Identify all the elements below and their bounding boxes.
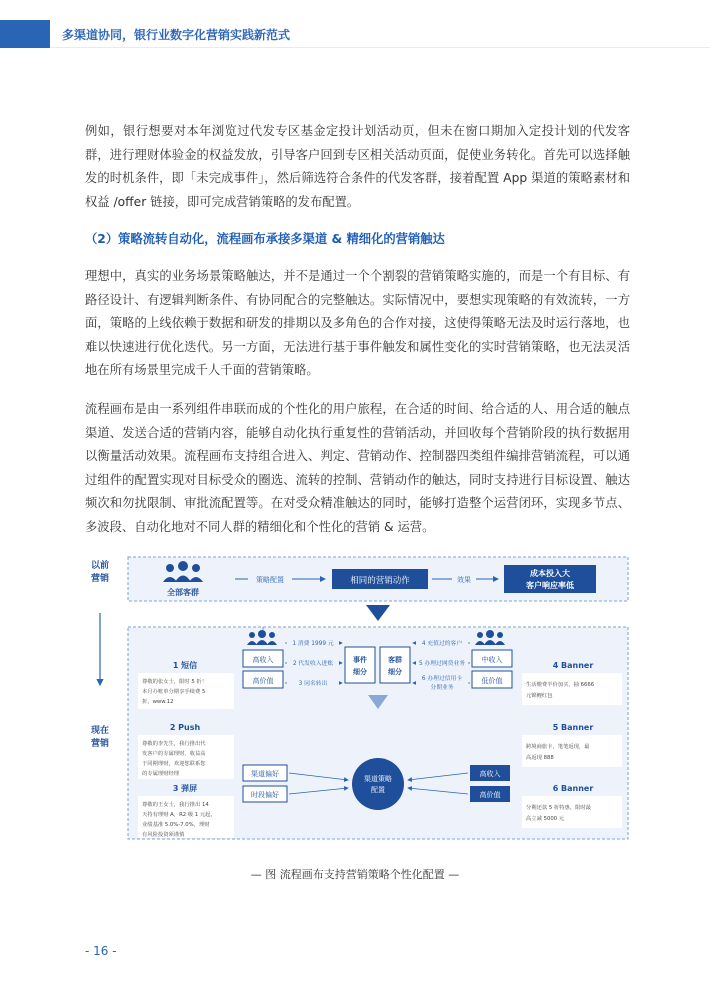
svg-text:发客户的专属理财，收益高: 发客户的专属理财，收益高 — [142, 751, 206, 757]
header-divider — [50, 47, 710, 48]
svg-text:尊敬的李先生，我行推出代: 尊敬的李先生，我行推出代 — [142, 741, 206, 747]
svg-text:元锦鲤红包: 元锦鲤红包 — [526, 693, 553, 699]
page-number: - 16 - — [85, 944, 117, 958]
mid-income-label: 中收入 — [481, 656, 503, 664]
time-pref-label: 时段偏好 — [251, 791, 279, 799]
high-value-label-2: 高价值 — [479, 791, 501, 799]
svg-text:客群: 客群 — [388, 656, 402, 664]
event-5: 5 办理过网贷业务 — [418, 661, 466, 667]
event-6b: 分期业务 — [430, 685, 454, 691]
high-income-label-2: 高收入 — [479, 770, 501, 778]
svg-text:4 Banner: 4 Banner — [552, 661, 594, 670]
svg-text:业绩基准 5.0%-7.0%，理财: 业绩基准 5.0%-7.0%，理财 — [142, 822, 210, 828]
people-icon-right — [475, 630, 505, 645]
svg-text:分期还款 5 折特惠，限时最: 分期还款 5 折特惠，限时最 — [526, 805, 592, 811]
svg-text:尊敬的张女士，限时 5 折！: 尊敬的张女士，限时 5 折！ — [142, 679, 208, 685]
label-before-1: 以前 — [90, 561, 110, 571]
result-line-1: 成本投入大 — [530, 569, 570, 578]
svg-text:3 弹屏: 3 弹屏 — [172, 784, 198, 793]
result-line-2: 客户响应率低 — [526, 581, 574, 590]
svg-text:于同期理财，欢迎您联系您: 于同期理财，欢迎您联系您 — [142, 761, 206, 767]
header-title: 多渠道协同，银行业数字化营销实践新范式 — [62, 28, 291, 42]
label-now-2: 营销 — [90, 739, 110, 749]
channel-pref-label: 渠道偏好 — [251, 770, 279, 778]
svg-text:生活缴费半价加买，抽 6666: 生活缴费半价加买，抽 6666 — [526, 682, 595, 688]
all-customers-label: 全部客群 — [167, 588, 199, 597]
center-line-2: 配置 — [371, 786, 385, 794]
paragraph-2: 理想中，真实的业务场景策略触达，并不是通过一个个割裂的营销策略实施的，而是一个有目标、有路径设计、有逻辑判断条件、有协同配合的完整触达。实际情况中，要想实现策略的有效流转，一方面，策略的上线依赖于数据和研发的排期以及多角色的合作对接，这使得策略无法及时运行落地，也难以快速进行优化迭代。另一方面，无法进行基于事件触发和属性变化的实时营销策略，也无法灵活地在所有场景里完成千人千面的营销策略。 — [85, 269, 630, 377]
svg-text:天持有理财 A，R2 级 1 元起，: 天持有理财 A，R2 级 1 元起， — [142, 812, 216, 818]
svg-text:折，www.12: 折，www.12 — [142, 699, 174, 705]
svg-text:有风险投资须谨慎: 有风险投资须谨慎 — [142, 832, 185, 838]
event-4: 4 充值过的客户 — [421, 641, 463, 647]
svg-text:跨境商旅卡，笔笔返现，最: 跨境商旅卡，笔笔返现，最 — [526, 744, 590, 750]
event-1: 1 消费 1999 元 — [292, 641, 334, 647]
channel-strategy-circle — [352, 758, 404, 810]
low-value-label: 低价值 — [481, 677, 503, 685]
svg-text:细分: 细分 — [388, 668, 402, 676]
same-action-label: 相同的营销动作 — [350, 576, 410, 586]
svg-text:本月办账单分期享手续费 5: 本月办账单分期享手续费 5 — [142, 689, 206, 695]
svg-text:1 短信: 1 短信 — [172, 661, 198, 670]
svg-text:高立减 5000 元: 高立减 5000 元 — [526, 816, 565, 822]
center-line-1: 渠道策略 — [364, 775, 392, 783]
strategy-config-label: 策略配置 — [256, 576, 284, 584]
svg-text:细分: 细分 — [353, 668, 367, 676]
svg-text:6 Banner: 6 Banner — [552, 784, 594, 793]
down-arrow-main — [366, 605, 390, 621]
flow-diagram — [80, 555, 640, 845]
svg-text:2 Push: 2 Push — [169, 723, 201, 732]
subheading: （2）策略流转自动化，流程画布承接多渠道 & 精细化的营销触达 — [85, 232, 445, 246]
paragraph-1: 例如，银行想要对本年浏览过代发专区基金定投计划活动页，但未在窗口期加入定投计划的代发客群，进行理财体验金的权益发放，引导客户回到专区相关活动页面，促使业务转化。首先可以选择触发的时机条件，即「未完成事件」，然后筛选符合条件的代发客群，接着配置 App 渠道的策略素材和权益 /offer 链接，即可完成营销策略的发布配置。 — [85, 124, 630, 209]
high-value-label: 高价值 — [252, 677, 274, 685]
svg-text:事件: 事件 — [353, 656, 367, 664]
people-icon-left — [247, 630, 277, 645]
header-bar — [0, 20, 50, 48]
customer-segment-box — [380, 647, 410, 683]
event-segment-box — [345, 647, 375, 683]
label-now-1: 现在 — [90, 726, 110, 736]
label-before-2: 营销 — [90, 574, 110, 584]
paragraph-3: 流程画布是由一系列组件串联而成的个性化的用户旅程，在合适的时间、给合适的人、用合适的触点渠道、发送合适的营销内容，能够自动化执行重复性的营销活动，并回收每个营销阶段的执行数据用以衡量活动效果。流程画布支持组合进入、判定、营销动作、控制器四类组件编排营销流程，可以通过组件的配置实现对目标受众的圈选、流转的控制、营销动作的触达，同时支持进行目标设置、触达频次和勿扰限制、审批流配置等。在对受众精准触达的同时，能够打造整个运营闭环，实现多节点、多波段、自动化地对不同人群的精细化和个性化的营销 & 运营。 — [85, 402, 630, 534]
figure-caption: — 图 流程画布支持营销策略个性化配置 — — [250, 868, 460, 881]
svg-text:的专属理财经理: 的专属理财经理 — [142, 771, 180, 777]
effect-label: 效果 — [457, 576, 471, 584]
event-6a: 6 办理过信用卡 — [421, 676, 463, 682]
svg-text:尊敬的王女士，我行推出 14: 尊敬的王女士，我行推出 14 — [142, 802, 209, 808]
event-3: 3 同名转出 — [298, 681, 328, 687]
svg-text:高返现 888: 高返现 888 — [526, 755, 554, 761]
svg-text:5 Banner: 5 Banner — [552, 723, 594, 732]
event-2: 2 代发收入进账 — [292, 661, 334, 667]
high-income-label: 高收入 — [252, 656, 274, 664]
